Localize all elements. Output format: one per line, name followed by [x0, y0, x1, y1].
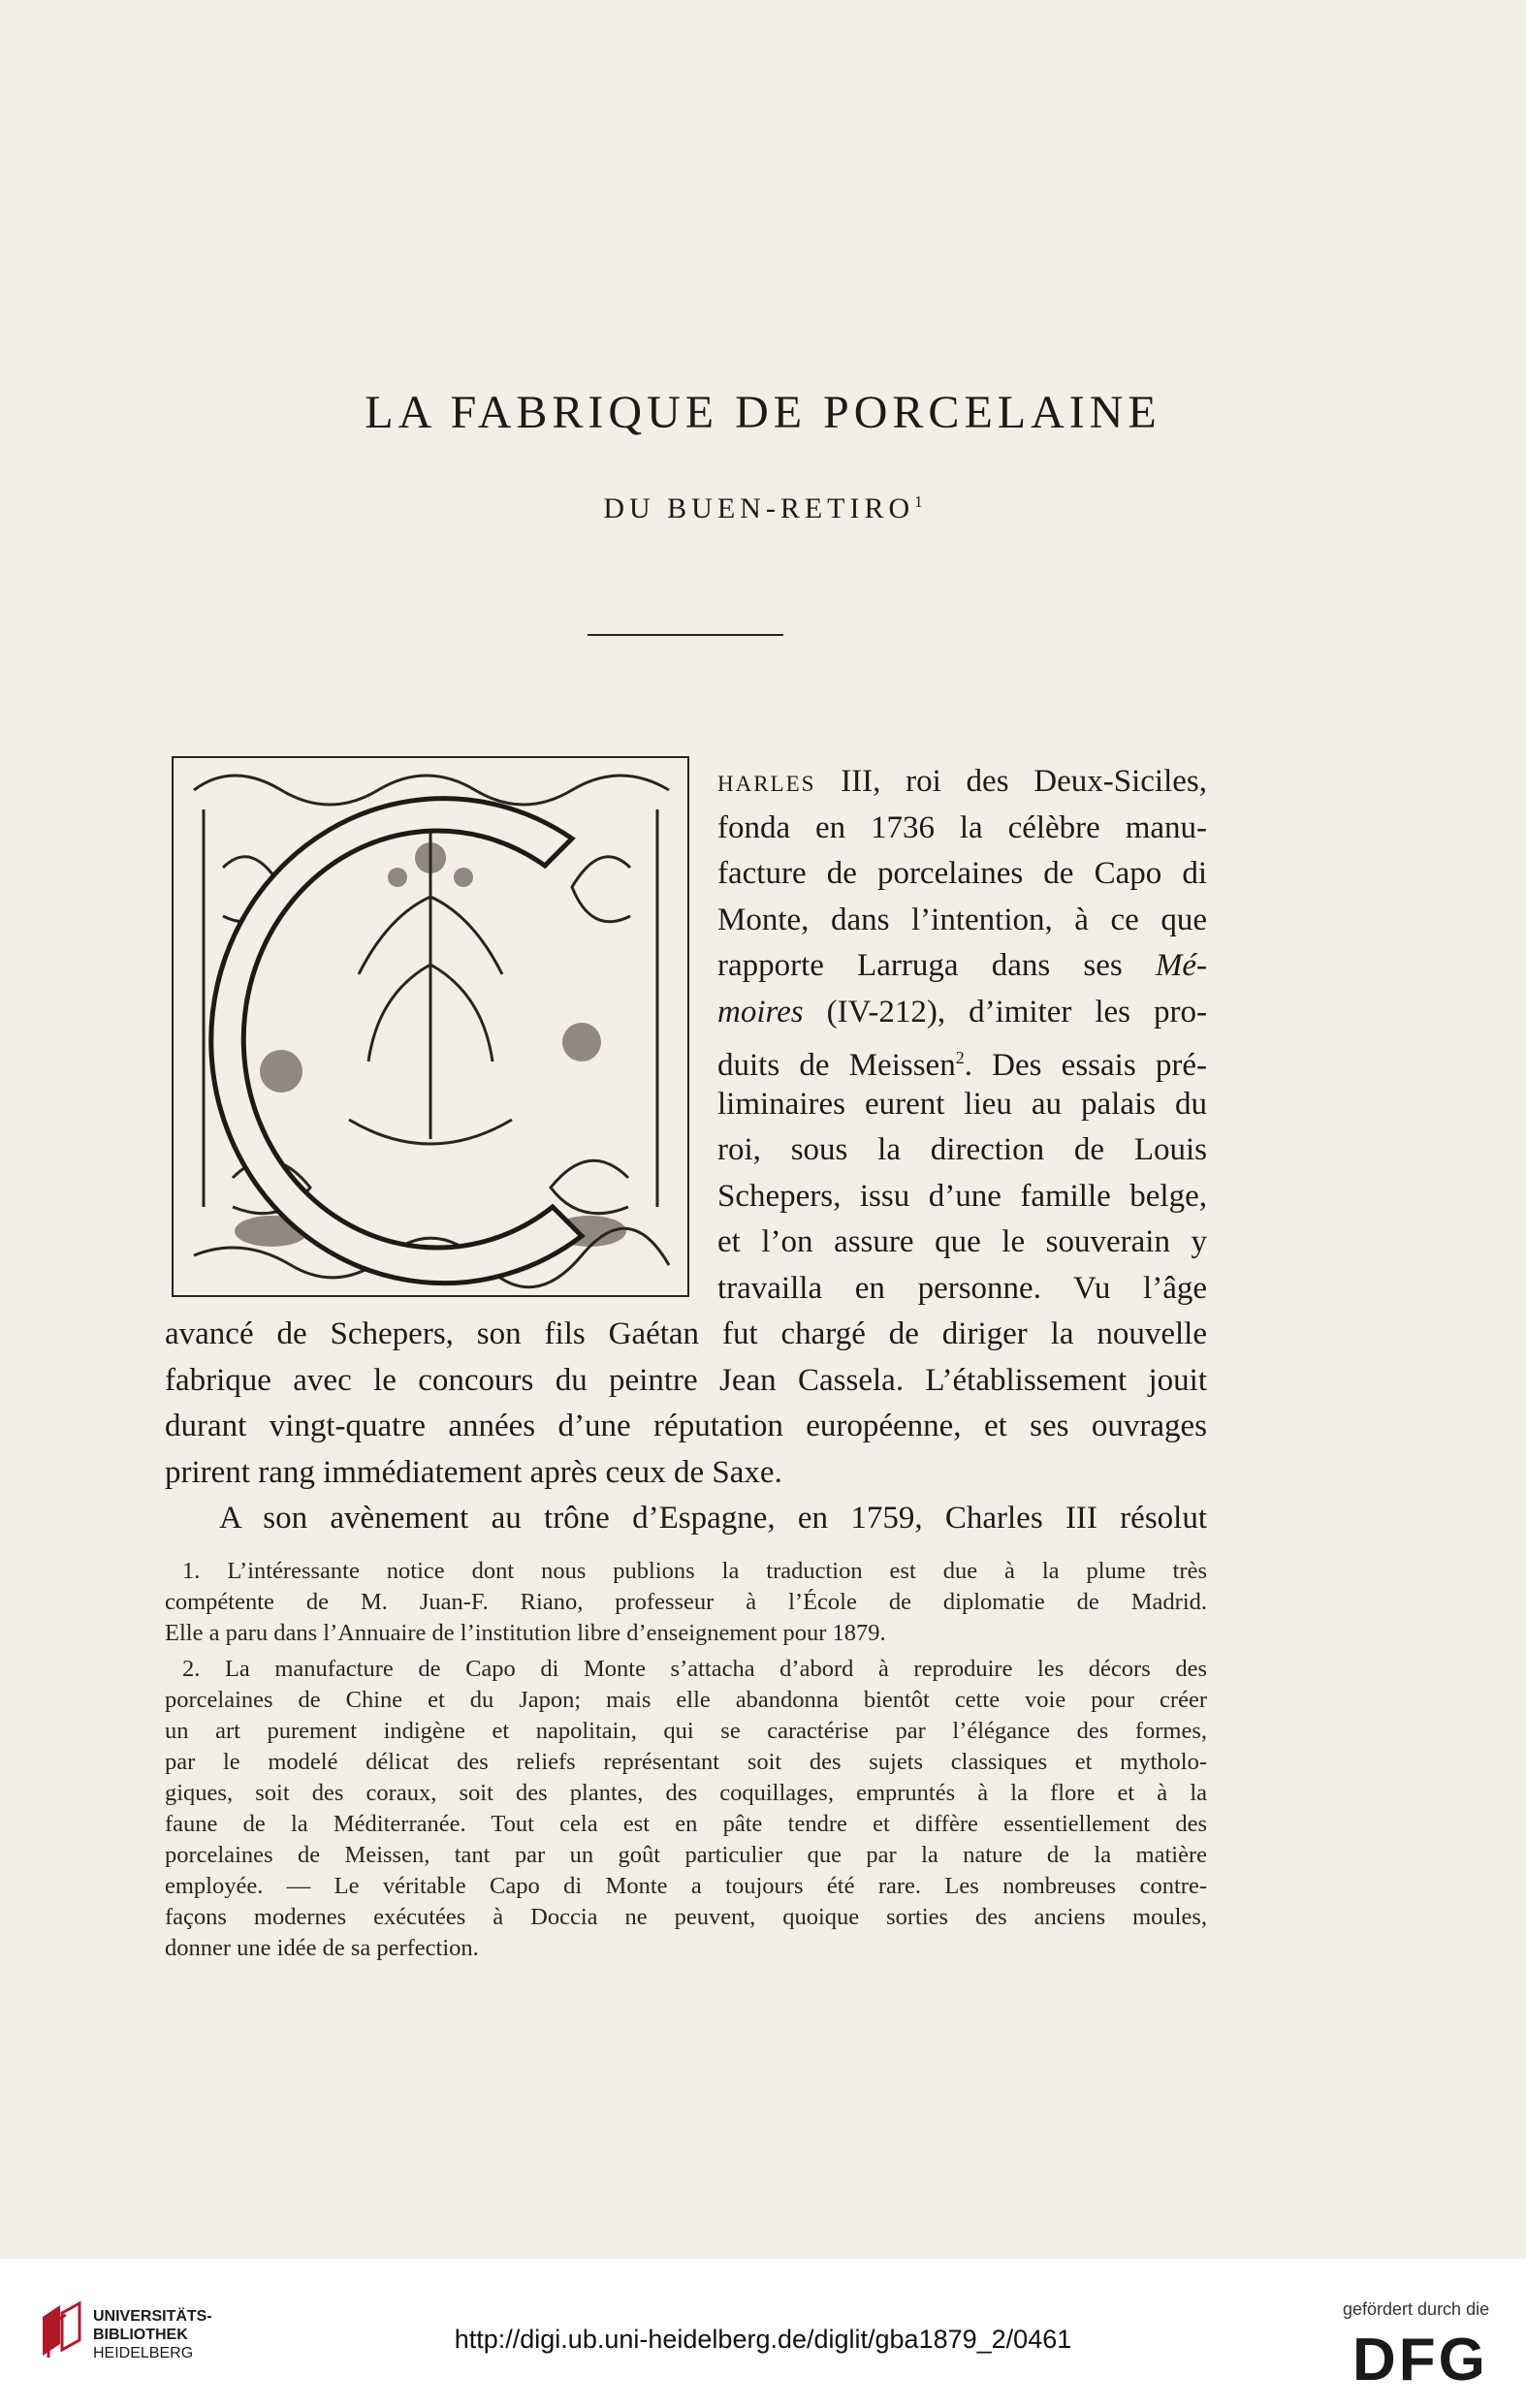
- text-line: travailla en personne. Vu l’âge: [717, 1271, 1207, 1306]
- title-divider: [588, 634, 783, 636]
- line-text: duits de Meissen: [717, 1048, 956, 1083]
- footnote-line: giques, soit des coraux, soit des plantes, des coquillages, empruntés à la flore et à la: [165, 1780, 1207, 1806]
- footnote-line: donner une idée de sa perfection.: [165, 1935, 479, 1961]
- footnote-line: porcelaines de Meissen, tant par un goût particulier que par la nature de la matière: [165, 1842, 1207, 1868]
- text-line: Schepers, issu d’une famille belge,: [717, 1179, 1207, 1214]
- text-line: avancé de Schepers, son fils Gaétan fut chargé de diriger la nouvelle: [165, 1316, 1207, 1351]
- text-line: roi, sous la direction de Louis: [717, 1132, 1207, 1167]
- footnote-line: 2. La manufacture de Capo di Monte s’attacha d’abord à reproduire les décors des: [182, 1656, 1207, 1682]
- text-line: prirent rang immédiatement après ceux de Saxe.: [165, 1455, 782, 1490]
- line-text: . Des essais pré-: [964, 1048, 1207, 1083]
- page-subtitle: [0, 492, 1526, 525]
- dfg-logo[interactable]: DFG: [1352, 2327, 1488, 2393]
- footnote-line: un art purement indigène et napolitain, qui se caractérise par l’élégance des formes,: [165, 1718, 1207, 1744]
- italic-text: Mé-: [1155, 948, 1207, 983]
- footnote-line: par le modelé délicat des reliefs représentant soit des sujets classiques et mytholo-: [165, 1749, 1207, 1775]
- text-line: [717, 1035, 1207, 1082]
- text-line: liminaires eurent lieu au palais du: [717, 1087, 1207, 1122]
- line-text: rapporte Larruga dans ses: [717, 948, 1156, 983]
- library-name-line: BIBLIOTHEK: [93, 2327, 188, 2343]
- line-text: III, roi des Deux-Siciles,: [815, 764, 1207, 799]
- footnote-line: faune de la Méditerranée. Tout cela est en pâte tendre et diffère essentiellement des: [165, 1811, 1207, 1837]
- text-line: facture de porcelaines de Capo di: [717, 856, 1207, 891]
- footnote-line: 1. L’intéressante notice dont nous publions la traduction est due à la plume très: [182, 1558, 1207, 1584]
- text-line: [717, 990, 1207, 1036]
- permalink-url[interactable]: http://digi.ub.uni-heidelberg.de/diglit/gba1879_2/0461: [454, 2325, 1072, 2354]
- text-line: durant vingt-quatre années d’une réputation européenne, et ses ouvrages: [165, 1409, 1207, 1443]
- footnote-line: porcelaines de Chine et du Japon; mais elle abandonna bientôt cette voie pour créer: [165, 1687, 1207, 1713]
- library-name-line: HEIDELBERG: [93, 2345, 194, 2361]
- line-text: (IV-212), d’imiter les pro-: [803, 995, 1207, 1030]
- text-line: [717, 943, 1207, 990]
- ornamental-dropcap-c-image: [165, 751, 696, 1304]
- subtitle-text: DU BUEN-RETIRO: [603, 492, 915, 524]
- text-line: fabrique avec le concours du peintre Jean Cassela. L’établissement jouit: [165, 1363, 1207, 1398]
- italic-text: moires: [717, 995, 804, 1030]
- small-caps-word: harles: [717, 764, 816, 799]
- text-line: et l’on assure que le souverain y: [717, 1224, 1207, 1259]
- library-name-line: UNIVERSITÄTS-: [93, 2308, 212, 2325]
- second-paragraph: A son avènement au trône d’Espagne, en 1759, Charles III résolut: [219, 1501, 1207, 1536]
- page-title: LA FABRIQUE DE PORCELAINE: [365, 387, 1161, 438]
- sponsor-label: gefördert durch die: [1343, 2299, 1490, 2319]
- footnote-marker-2: 2: [955, 1048, 965, 1067]
- text-line: fonda en 1736 la célèbre manu-: [717, 810, 1207, 845]
- footnote-line: Elle a paru dans l’Annuaire de l’institution libre d’enseignement pour 1879.: [165, 1620, 886, 1646]
- footnote-marker-1: 1: [914, 492, 923, 511]
- footnote-line: employée. — Le véritable Capo di Monte a toujours été rare. Les nombreuses contre-: [165, 1873, 1207, 1899]
- text-line: [717, 759, 1207, 806]
- footnote-line: façons modernes exécutées à Doccia ne peuvent, quoique sorties des anciens moules,: [165, 1904, 1207, 1930]
- text-line: Monte, dans l’intention, à ce que: [717, 903, 1207, 937]
- footnote-line: compétente de M. Juan-F. Riano, professeur à l’École de diplomatie de Madrid.: [165, 1589, 1207, 1615]
